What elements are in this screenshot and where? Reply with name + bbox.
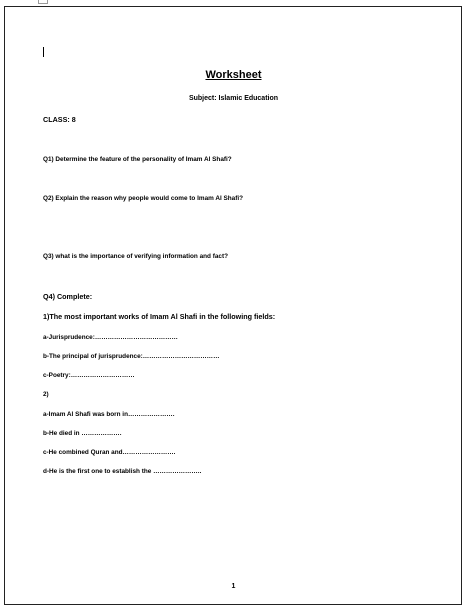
item-jurisprudence: a-Jurisprudence:………………………………… bbox=[43, 334, 178, 341]
page-corner-mark bbox=[38, 0, 48, 4]
subject-line: Subject: Islamic Education bbox=[188, 95, 279, 102]
item-poetry: c-Poetry:………………………… bbox=[43, 372, 135, 379]
class-label: CLASS: 8 bbox=[43, 115, 76, 124]
question-4-part-1: 1)The most important works of Imam Al Shafi in the following fields: bbox=[43, 312, 276, 321]
item-combined-quran: c-He combined Quran and……………………. bbox=[43, 449, 176, 456]
text-cursor bbox=[43, 47, 44, 57]
worksheet-title: Worksheet bbox=[205, 69, 262, 81]
item-born-in: a-Imam Al Shafi was born in…………………. bbox=[43, 411, 175, 418]
question-4: Q4) Complete: bbox=[43, 292, 93, 301]
item-first-to-establish: d-He is the first one to establish the ………………….. bbox=[43, 468, 202, 475]
item-died-in: b-He died in ………………. bbox=[43, 430, 122, 437]
question-1: Q1) Determine the feature of the personality of Imam Al Shafi? bbox=[43, 156, 232, 163]
page-number: 1 bbox=[231, 583, 236, 590]
question-3: Q3) what is the importance of verifying information and fact? bbox=[43, 253, 228, 260]
item-principal-of-jurisprudence: b-The principal of jurisprudence:……………………………… bbox=[43, 353, 220, 360]
question-2: Q2) Explain the reason why people would come to Imam Al Shafi? bbox=[43, 195, 244, 202]
question-4-part-2: 2) bbox=[43, 391, 49, 398]
